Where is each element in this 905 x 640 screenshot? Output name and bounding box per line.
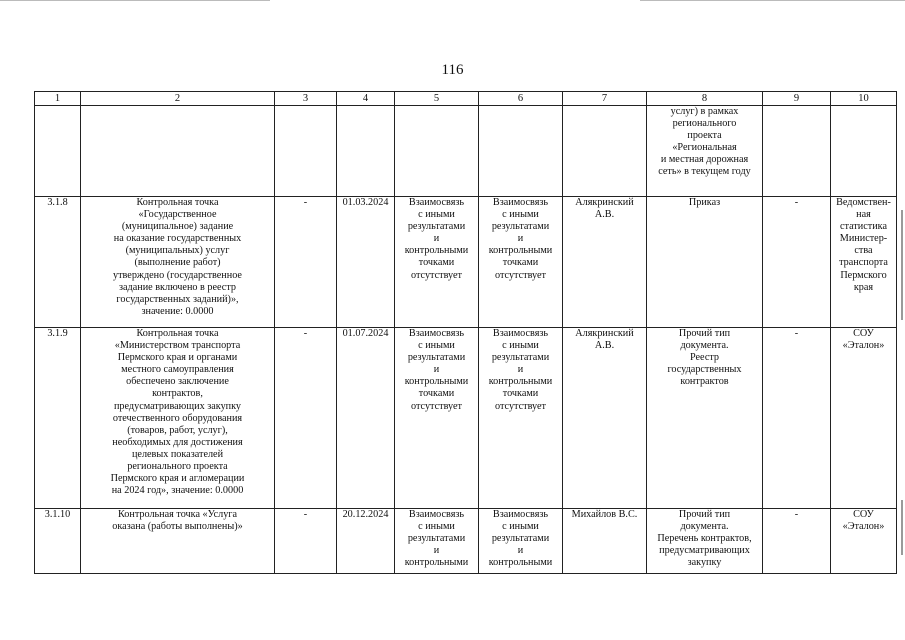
text-line: точками bbox=[418, 257, 455, 269]
text-line: с иными bbox=[418, 209, 455, 221]
text-line: Взаимосвязь bbox=[408, 509, 465, 520]
text-line: целевых показателей bbox=[131, 448, 224, 460]
scan-margin-mark bbox=[901, 500, 903, 555]
text-line: на 2024 год», значение: 0.0000 bbox=[111, 485, 244, 497]
text-line: «Эталон» bbox=[842, 521, 885, 533]
text-line: «Министерством транспорта bbox=[114, 340, 241, 352]
responsible-person bbox=[563, 509, 647, 574]
text-line: и bbox=[433, 545, 440, 557]
relation-results bbox=[395, 509, 479, 574]
information-source bbox=[831, 509, 897, 574]
scan-edge-left bbox=[0, 0, 270, 1]
column-header: 9 bbox=[763, 92, 831, 106]
text-line: «Региональная bbox=[672, 142, 737, 154]
table-row bbox=[35, 197, 897, 328]
text-line: точками bbox=[502, 257, 539, 269]
text-line: отсутствует bbox=[411, 269, 462, 281]
text-line: результатами bbox=[407, 352, 466, 364]
text-line: необходимых для достижения bbox=[112, 436, 243, 448]
text-line: контрольными bbox=[404, 245, 469, 257]
relation-points bbox=[479, 509, 563, 574]
text-line: (муниципальных) услуг bbox=[125, 245, 230, 257]
text-line: государственных bbox=[667, 364, 742, 376]
text-line: (выполнение работ) bbox=[134, 257, 221, 269]
text-line: (товаров, работ, услуг), bbox=[127, 424, 228, 436]
page-number: 116 bbox=[441, 62, 464, 78]
text-line: результатами bbox=[491, 221, 550, 233]
due-date: 01.07.2024 bbox=[337, 328, 395, 509]
table-row bbox=[35, 509, 897, 574]
text-line: предусматривающих bbox=[659, 545, 750, 557]
text-line: статистика bbox=[839, 221, 887, 233]
text-line: контрольными bbox=[404, 376, 469, 388]
text-line: Приказ bbox=[688, 197, 721, 208]
column-header: 7 bbox=[563, 92, 647, 106]
text-line: и bbox=[433, 364, 440, 376]
control-point-description bbox=[81, 328, 275, 509]
document-type bbox=[647, 328, 763, 509]
column-header: 4 bbox=[337, 92, 395, 106]
text-line: и bbox=[517, 233, 524, 245]
text-line: результатами bbox=[491, 533, 550, 545]
text-line: «Эталон» bbox=[842, 340, 885, 352]
continuation-text bbox=[647, 106, 763, 197]
text-line: обеспечено заключение bbox=[126, 376, 229, 388]
relation-results bbox=[395, 197, 479, 328]
text-line: результатами bbox=[407, 221, 466, 233]
text-line: с иными bbox=[418, 340, 455, 352]
text-line: Реестр bbox=[689, 352, 720, 364]
row-number: 3.1.9 bbox=[35, 328, 81, 509]
text-line: точками bbox=[418, 388, 455, 400]
text-line: местного самоуправления bbox=[121, 364, 234, 376]
text-line: и bbox=[517, 364, 524, 376]
text-line: Ведомствен- bbox=[836, 197, 891, 208]
relation-points bbox=[479, 197, 563, 328]
scan-edge-right bbox=[640, 0, 905, 1]
text-line: результатами bbox=[407, 533, 466, 545]
text-line: значение: 0.0000 bbox=[141, 305, 214, 317]
text-line: предусматривающих закупку bbox=[113, 400, 242, 412]
text-line: с иными bbox=[502, 209, 539, 221]
text-line: СОУ bbox=[853, 509, 874, 520]
text-line: Взаимосвязь bbox=[408, 328, 465, 339]
text-line: Перечень контрактов, bbox=[657, 533, 752, 545]
table-row bbox=[35, 328, 897, 509]
text-line: А.В. bbox=[594, 340, 615, 352]
text-line: Контрольная точка «Услуга bbox=[117, 509, 237, 520]
text-line: «Государственное bbox=[138, 209, 217, 221]
column-header: 2 bbox=[81, 92, 275, 106]
text-line: Взаимосвязь bbox=[492, 197, 549, 208]
text-line: отечественного оборудования bbox=[112, 412, 243, 424]
text-line: оказана (работы выполнены)» bbox=[112, 521, 243, 533]
text-line: контрольными bbox=[488, 376, 553, 388]
text-line: документа. bbox=[680, 340, 729, 352]
text-line: на оказание государственных bbox=[113, 233, 242, 245]
relation-results bbox=[395, 328, 479, 509]
column-number-row bbox=[35, 92, 897, 106]
cell-dash: - bbox=[763, 328, 831, 509]
text-line: транспорта bbox=[839, 257, 888, 269]
cell-dash: - bbox=[763, 197, 831, 328]
text-line: регионального проекта bbox=[127, 461, 228, 473]
text-line: контрольными bbox=[404, 557, 469, 569]
text-line: с иными bbox=[502, 340, 539, 352]
text-line: контрольными bbox=[488, 245, 553, 257]
text-line: регионального bbox=[672, 118, 737, 130]
text-line: Министер- bbox=[839, 233, 888, 245]
text-line: Алякринский bbox=[575, 197, 634, 208]
column-header: 5 bbox=[395, 92, 479, 106]
continuation-row bbox=[35, 106, 897, 197]
responsible-person bbox=[563, 328, 647, 509]
row-number: 3.1.10 bbox=[35, 509, 81, 574]
text-line: СОУ bbox=[853, 328, 874, 339]
text-line: Пермского края и органами bbox=[117, 352, 238, 364]
text-line: точками bbox=[502, 388, 539, 400]
text-line: с иными bbox=[418, 521, 455, 533]
text-line: Прочий тип bbox=[678, 509, 731, 520]
text-line: Пермского края и агломерации bbox=[110, 473, 245, 485]
text-line: проекта bbox=[687, 130, 722, 142]
text-line: А.В. bbox=[594, 209, 615, 221]
row-number: 3.1.8 bbox=[35, 197, 81, 328]
text-line: отсутствует bbox=[411, 400, 462, 412]
column-header: 1 bbox=[35, 92, 81, 106]
document-type bbox=[647, 197, 763, 328]
column-header: 8 bbox=[647, 92, 763, 106]
cell-dash: - bbox=[275, 328, 337, 509]
text-line: государственных заданий)», bbox=[116, 293, 239, 305]
text-line: Взаимосвязь bbox=[492, 509, 549, 520]
control-point-description bbox=[81, 197, 275, 328]
text-line: с иными bbox=[502, 521, 539, 533]
text-line: и местная дорожная bbox=[660, 154, 749, 166]
text-line: Контрольная точка bbox=[136, 197, 219, 208]
cell-dash: - bbox=[275, 197, 337, 328]
column-header: 6 bbox=[479, 92, 563, 106]
text-line: сеть» в текущем году bbox=[658, 166, 751, 178]
text-line: ная bbox=[856, 209, 871, 221]
due-date: 01.03.2024 bbox=[337, 197, 395, 328]
information-source bbox=[831, 328, 897, 509]
text-line: закупку bbox=[687, 557, 722, 569]
due-date: 20.12.2024 bbox=[337, 509, 395, 574]
text-line: результатами bbox=[491, 352, 550, 364]
text-line: края bbox=[853, 281, 874, 293]
text-line: отсутствует bbox=[495, 269, 546, 281]
text-line: документа. bbox=[680, 521, 729, 533]
text-line: контрактов, bbox=[152, 388, 203, 400]
cell-dash: - bbox=[763, 509, 831, 574]
text-line: Михайлов В.С. bbox=[571, 509, 638, 520]
text-line: Алякринский bbox=[575, 328, 634, 339]
relation-points bbox=[479, 328, 563, 509]
text-line: и bbox=[433, 233, 440, 245]
control-points-table bbox=[34, 91, 897, 574]
text-line: контрольными bbox=[488, 557, 553, 569]
text-line: утверждено (государственное bbox=[113, 269, 242, 281]
information-source bbox=[831, 197, 897, 328]
responsible-person bbox=[563, 197, 647, 328]
text-line: задание включено в реестр bbox=[119, 281, 236, 293]
scan-margin-mark bbox=[901, 210, 903, 320]
text-line: и bbox=[517, 545, 524, 557]
text-line: услуг) в рамках bbox=[670, 106, 739, 117]
text-line: Пермского bbox=[840, 269, 887, 281]
cell-dash: - bbox=[275, 509, 337, 574]
text-line: контрактов bbox=[680, 376, 729, 388]
text-line: Взаимосвязь bbox=[492, 328, 549, 339]
text-line: (муниципальное) задание bbox=[121, 221, 234, 233]
column-header: 10 bbox=[831, 92, 897, 106]
text-line: Прочий тип bbox=[678, 328, 731, 339]
column-header: 3 bbox=[275, 92, 337, 106]
text-line: отсутствует bbox=[495, 400, 546, 412]
text-line: ства bbox=[854, 245, 873, 257]
control-point-description bbox=[81, 509, 275, 574]
text-line: Взаимосвязь bbox=[408, 197, 465, 208]
text-line: Контрольная точка bbox=[136, 328, 219, 339]
document-type bbox=[647, 509, 763, 574]
